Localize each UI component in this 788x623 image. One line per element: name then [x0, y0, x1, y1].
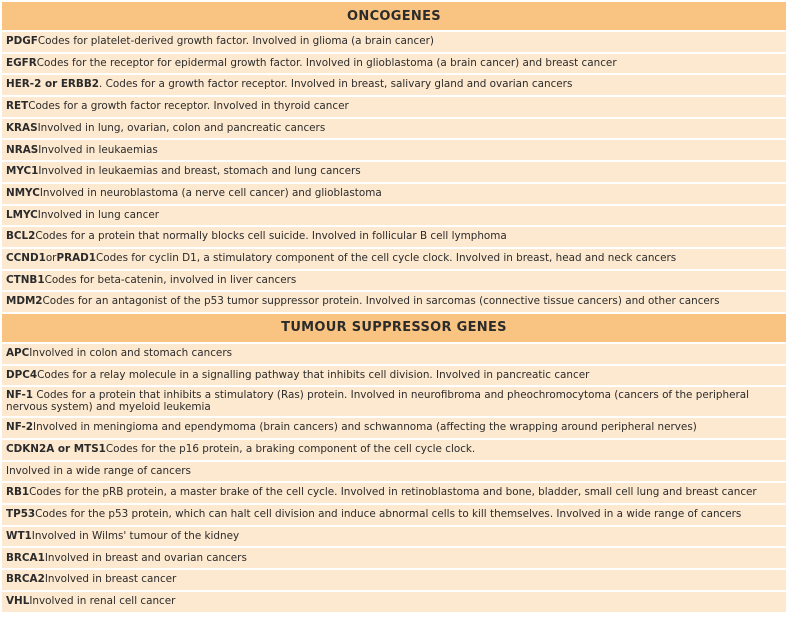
gene-description: Involved in leukaemias and breast, stomach and lung cancers [38, 165, 361, 178]
table-row [2, 440, 786, 462]
gene-name: HER-2 or ERBB2 [6, 78, 100, 91]
gene-name: NF-1 [6, 389, 34, 402]
table-row [2, 32, 786, 54]
row-text [6, 390, 782, 413]
table-row [2, 527, 786, 549]
gene-name: NMYC [6, 186, 40, 199]
tumour-suppressors-title: TUMOUR SUPPRESSOR GENES [281, 320, 507, 336]
gene-description: Codes for cyclin D1, a stimulatory component of the cell cycle clock. Involved in breast, head and neck cancers [95, 251, 677, 264]
gene-description: Codes for the receptor for epidermal growth factor. Involved in glioblastoma (a brain cancer) and breast cancer [36, 56, 617, 69]
gene-name: CCND1 [6, 251, 46, 264]
gene-description: Involved in breast cancer [44, 573, 177, 586]
oncogenes-header [2, 2, 786, 32]
table-row [2, 366, 786, 388]
gene-description: Codes for a growth factor receptor. Involved in thyroid cancer [28, 100, 349, 113]
gene-name: MYC1 [6, 165, 39, 178]
table-row [2, 483, 786, 505]
gene-description: Involved in breast and ovarian cancers [44, 551, 247, 564]
gene-description: Codes for the p16 protein, a braking component of the cell cycle clock. [105, 443, 476, 456]
gene-description: Involved in renal cell cancer [29, 594, 176, 607]
table-row [2, 570, 786, 592]
gene-description: Involved in meningioma and ependymoma (brain cancers) and schwannoma (affecting the wrapping around peripheral nerves) [33, 421, 697, 434]
table-row [2, 162, 786, 184]
gene-name: LMYC [6, 208, 38, 221]
gene-description: Codes for a protein that normally blocks cell suicide. Involved in follicular B cell lymphoma [35, 230, 507, 243]
table-row [2, 387, 786, 418]
table-row [2, 227, 786, 249]
table-row [2, 119, 786, 141]
gene-name: MDM2 [6, 295, 43, 308]
gene-description: Involved in neuroblastoma (a nerve cell cancer) and glioblastoma [39, 186, 382, 199]
table-row [2, 548, 786, 570]
gene-description: Involved in colon and stomach cancers [29, 347, 233, 360]
gene-name: RET [6, 100, 29, 113]
table-row [2, 344, 786, 366]
table-row [2, 54, 786, 76]
gene-description: Involved in a wide range of cancers [6, 464, 191, 477]
gene-description: Involved in leukaemias [38, 143, 158, 156]
gene-description: Codes for the p53 protein, which can halt cell division and induce abnormal cells to kill themselves. Involved in a wide range of cancers [35, 508, 742, 521]
gene-name: BCL2 [6, 230, 36, 243]
table-row [2, 592, 786, 614]
gene-name: PDGF [6, 35, 38, 48]
gene-description: Codes for a relay molecule in a signalling pathway that inhibits cell division. Involved in pancreatic cancer [37, 368, 590, 381]
table-row [2, 505, 786, 527]
table-row [2, 271, 786, 293]
gene-name: EGFR [6, 56, 37, 69]
tumour-suppressors-header [2, 314, 786, 344]
gene-name-alt: PRAD1 [56, 251, 96, 264]
gene-description: Involved in lung, ovarian, colon and pancreatic cancers [37, 121, 326, 134]
gene-name: KRAS [6, 121, 38, 134]
gene-name: DPC4 [6, 368, 38, 381]
gene-description: Involved in Wilms' tumour of the kidney [31, 529, 240, 542]
gene-description: Codes for an antagonist of the p53 tumor suppressor protein. Involved in sarcomas (connective tissue cancers) and other cancers [42, 295, 720, 308]
table-row [2, 418, 786, 440]
table-row [2, 140, 786, 162]
gene-description: Involved in lung cancer [37, 208, 160, 221]
gene-name: CDKN2A or MTS1 [6, 443, 106, 456]
gene-name: NF-2 [6, 421, 34, 434]
gene-description: Codes for beta-catenin, involved in liver cancers [44, 273, 297, 286]
gene-name: WT1 [6, 529, 32, 542]
gene-name: RB1 [6, 486, 30, 499]
gene-description: Codes for the pRB protein, a master brake of the cell cycle. Involved in retinoblastoma and bone, bladder, small cell lung and breast cancer [29, 486, 757, 499]
gene-description: . Codes for a growth factor receptor. Involved in breast, salivary gland and ovarian cancers [99, 78, 573, 91]
table-row [2, 462, 786, 484]
oncogenes-title: ONCOGENES [347, 8, 441, 24]
table-row [2, 206, 786, 228]
table-row [2, 249, 786, 271]
gene-description: Codes for platelet-derived growth factor. Involved in glioma (a brain cancer) [37, 35, 434, 48]
gene-name: CTNB1 [6, 273, 45, 286]
gene-name: NRAS [6, 143, 39, 156]
gene-table [2, 2, 786, 614]
gene-connector: or [45, 251, 57, 264]
table-row [2, 75, 786, 97]
table-row [2, 184, 786, 206]
gene-name: TP53 [6, 508, 36, 521]
gene-name: BRCA1 [6, 551, 45, 564]
gene-name: APC [6, 347, 30, 360]
gene-name: VHL [6, 594, 30, 607]
gene-description: Codes for a protein that inhibits a stimulatory (Ras) protein. Involved in neurofibroma and pheochromocytoma (cancers of the peripheral nervous system) and myeloid leukemia [6, 389, 749, 413]
gene-name: BRCA2 [6, 573, 45, 586]
table-row [2, 292, 786, 314]
table-row [2, 97, 786, 119]
